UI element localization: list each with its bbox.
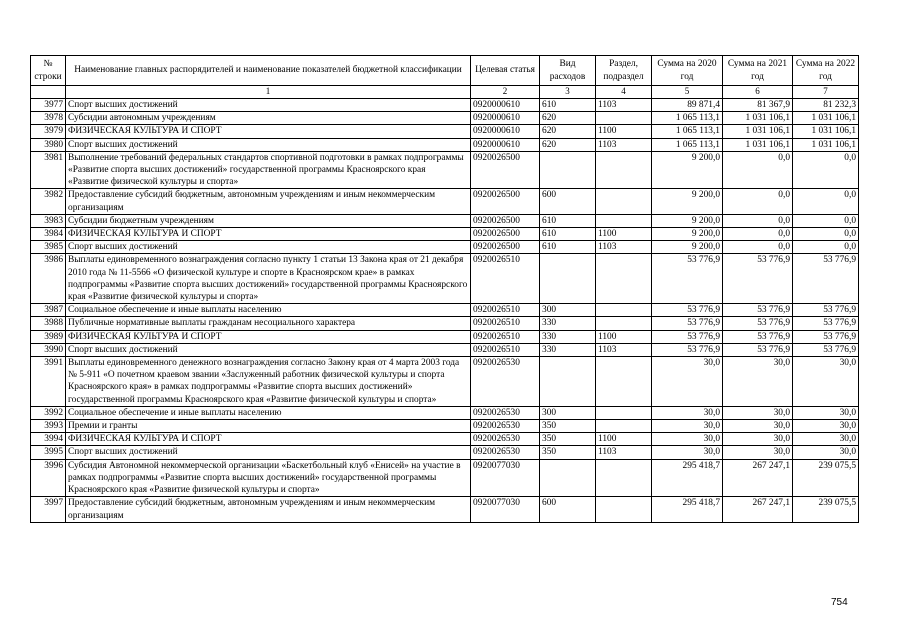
row-sum-2020: 30,0 [652,406,723,419]
row-name: ФИЗИЧЕСКАЯ КУЛЬТУРА И СПОРТ [66,330,471,343]
row-section [596,459,652,497]
header-sum-2020: Сумма на 2020 год [652,56,723,86]
row-target-article: 0920026530 [471,420,540,433]
row-sum-2021: 1 031 106,1 [723,138,793,151]
row-expense-type: 610 [540,99,596,112]
row-target-article: 0920000610 [471,138,540,151]
row-section: 1100 [596,125,652,138]
row-name: Субсидия Автономной некоммерческой организации «Баскетбольный клуб «Енисей» на участие в рамках подпрограммы «Развитие спорта высших достижений» государственной программы Красноярского края «Развитие физической культуры и спорта» [66,459,471,497]
table-row [31,317,859,330]
row-section [596,254,652,304]
row-sum-2021: 81 367,9 [723,99,793,112]
row-expense-type [540,254,596,304]
row-target-article: 0920077030 [471,459,540,497]
row-target-article: 0920026500 [471,241,540,254]
table-row [31,497,859,522]
row-expense-type: 620 [540,138,596,151]
row-sum-2021: 0,0 [723,214,793,227]
row-name: Спорт высших достижений [66,99,471,112]
row-sum-2021: 53 776,9 [723,304,793,317]
row-number: 3995 [31,446,66,459]
row-number: 3982 [31,189,66,214]
row-expense-type: 350 [540,420,596,433]
row-target-article: 0920026510 [471,254,540,304]
column-number: 7 [793,86,859,99]
table-row [31,459,859,497]
row-sum-2022: 1 031 106,1 [793,138,859,151]
row-name: Субсидии бюджетным учреждениям [66,214,471,227]
row-number: 3992 [31,406,66,419]
column-number: 2 [471,86,540,99]
row-sum-2020: 30,0 [652,357,723,407]
header-vid: Вид расходов [540,56,596,86]
row-number: 3997 [31,497,66,522]
row-sum-2021: 0,0 [723,189,793,214]
table-row [31,228,859,241]
row-sum-2021: 30,0 [723,433,793,446]
column-number: 3 [540,86,596,99]
row-name: Социальное обеспечение и иные выплаты населению [66,406,471,419]
row-section: 1103 [596,446,652,459]
row-sum-2020: 9 200,0 [652,214,723,227]
row-target-article: 0920026510 [471,343,540,356]
row-sum-2022: 0,0 [793,151,859,189]
header-sum-2022: Сумма на 2022 год [793,56,859,86]
row-section [596,189,652,214]
table-row [31,189,859,214]
row-section: 1103 [596,241,652,254]
row-number: 3988 [31,317,66,330]
row-sum-2021: 30,0 [723,446,793,459]
row-name: Социальное обеспечение и иные выплаты населению [66,304,471,317]
row-target-article: 0920077030 [471,497,540,522]
row-sum-2022: 1 031 106,1 [793,125,859,138]
row-target-article: 0920000610 [471,112,540,125]
row-sum-2022: 30,0 [793,420,859,433]
row-sum-2020: 53 776,9 [652,254,723,304]
row-sum-2021: 267 247,1 [723,459,793,497]
row-section [596,317,652,330]
row-expense-type: 350 [540,433,596,446]
row-sum-2022: 0,0 [793,241,859,254]
header-name: Наименование главных распорядителей и наименование показателей бюджетной классификации [66,56,471,86]
row-expense-type: 350 [540,446,596,459]
row-sum-2020: 9 200,0 [652,228,723,241]
row-section [596,151,652,189]
row-sum-2021: 1 031 106,1 [723,125,793,138]
row-expense-type: 330 [540,317,596,330]
row-target-article: 0920026510 [471,304,540,317]
row-target-article: 0920000610 [471,99,540,112]
table-row [31,241,859,254]
row-sum-2020: 9 200,0 [652,241,723,254]
row-section [596,214,652,227]
row-name: Спорт высших достижений [66,343,471,356]
row-section [596,304,652,317]
row-sum-2021: 53 776,9 [723,317,793,330]
table-row [31,406,859,419]
row-target-article: 0920026510 [471,317,540,330]
row-section: 1103 [596,343,652,356]
row-name: Предоставление субсидий бюджетным, автономным учреждениям и иным некоммерческим организациям [66,497,471,522]
row-target-article: 0920026530 [471,357,540,407]
row-sum-2021: 0,0 [723,241,793,254]
row-expense-type: 620 [540,125,596,138]
row-number: 3990 [31,343,66,356]
column-number: 5 [652,86,723,99]
row-target-article: 0920026500 [471,151,540,189]
row-sum-2020: 53 776,9 [652,343,723,356]
row-expense-type: 620 [540,112,596,125]
row-number: 3985 [31,241,66,254]
table-row [31,214,859,227]
table-row [31,99,859,112]
row-sum-2021: 53 776,9 [723,343,793,356]
row-sum-2020: 9 200,0 [652,151,723,189]
row-section: 1100 [596,433,652,446]
row-name: Спорт высших достижений [66,446,471,459]
row-sum-2022: 53 776,9 [793,304,859,317]
row-section [596,406,652,419]
row-sum-2022: 1 031 106,1 [793,112,859,125]
row-sum-2020: 1 065 113,1 [652,112,723,125]
row-expense-type [540,459,596,497]
header-num: № строки [31,56,66,86]
row-sum-2021: 30,0 [723,357,793,407]
row-target-article: 0920026530 [471,446,540,459]
row-sum-2021: 0,0 [723,228,793,241]
row-expense-type: 600 [540,497,596,522]
row-sum-2021: 30,0 [723,420,793,433]
row-expense-type [540,151,596,189]
table-row [31,433,859,446]
budget-table [30,55,859,523]
row-sum-2020: 30,0 [652,433,723,446]
row-sum-2020: 89 871,4 [652,99,723,112]
header-code: Целевая статья [471,56,540,86]
row-sum-2020: 295 418,7 [652,459,723,497]
row-number: 3996 [31,459,66,497]
row-name: Премии и гранты [66,420,471,433]
row-sum-2020: 30,0 [652,446,723,459]
row-sum-2020: 53 776,9 [652,330,723,343]
row-sum-2022: 239 075,5 [793,459,859,497]
row-number: 3991 [31,357,66,407]
row-sum-2020: 9 200,0 [652,189,723,214]
row-name: Публичные нормативные выплаты гражданам несоциального характера [66,317,471,330]
row-number: 3994 [31,433,66,446]
row-sum-2022: 0,0 [793,189,859,214]
table-row [31,330,859,343]
row-target-article: 0920026500 [471,189,540,214]
row-number: 3989 [31,330,66,343]
table-row [31,446,859,459]
row-sum-2021: 53 776,9 [723,330,793,343]
row-number: 3980 [31,138,66,151]
row-target-article: 0920026510 [471,330,540,343]
row-name: ФИЗИЧЕСКАЯ КУЛЬТУРА И СПОРТ [66,228,471,241]
row-expense-type: 300 [540,304,596,317]
row-sum-2020: 295 418,7 [652,497,723,522]
column-number: 6 [723,86,793,99]
column-number: 1 [66,86,471,99]
row-sum-2021: 30,0 [723,406,793,419]
row-target-article: 0920026530 [471,433,540,446]
row-number: 3977 [31,99,66,112]
header-sum-2021: Сумма на 2021 год [723,56,793,86]
row-number: 3978 [31,112,66,125]
row-sum-2022: 0,0 [793,228,859,241]
row-name: Предоставление субсидий бюджетным, автономным учреждениям и иным некоммерческим организациям [66,189,471,214]
row-target-article: 0920026500 [471,214,540,227]
column-number: 4 [596,86,652,99]
table-row [31,420,859,433]
row-number: 3993 [31,420,66,433]
row-target-article: 0920000610 [471,125,540,138]
row-expense-type: 610 [540,228,596,241]
row-sum-2020: 1 065 113,1 [652,138,723,151]
table-row [31,125,859,138]
page-number: 754 [831,597,848,608]
row-sum-2022: 53 776,9 [793,317,859,330]
row-section: 1100 [596,228,652,241]
header-razdel: Раздел, подраздел [596,56,652,86]
row-sum-2022: 53 776,9 [793,343,859,356]
row-sum-2022: 30,0 [793,357,859,407]
column-number-row [31,86,859,99]
row-number: 3987 [31,304,66,317]
table-row [31,357,859,407]
row-name: Спорт высших достижений [66,241,471,254]
row-number: 3984 [31,228,66,241]
row-number: 3981 [31,151,66,189]
row-expense-type [540,357,596,407]
row-expense-type: 610 [540,241,596,254]
row-section: 1103 [596,99,652,112]
row-sum-2022: 81 232,3 [793,99,859,112]
row-sum-2020: 53 776,9 [652,317,723,330]
row-sum-2022: 30,0 [793,406,859,419]
row-sum-2022: 30,0 [793,433,859,446]
row-number: 3983 [31,214,66,227]
row-name: Выплаты единовременного вознаграждения согласно пункту 1 статьи 13 Закона края от 21 декабря 2010 года № 11-5566 «О физической культуре и спорте в Красноярском крае» в рамках подпрограммы «Развитие спорта высших достижений» государственной программы Красноярского края «Развитие физической культуры и спорта» [66,254,471,304]
table-row [31,112,859,125]
row-expense-type: 330 [540,330,596,343]
table-row [31,343,859,356]
row-target-article: 0920026500 [471,228,540,241]
row-sum-2022: 30,0 [793,446,859,459]
row-sum-2022: 239 075,5 [793,497,859,522]
row-number: 3986 [31,254,66,304]
row-sum-2020: 53 776,9 [652,304,723,317]
row-sum-2021: 1 031 106,1 [723,112,793,125]
table-row [31,138,859,151]
row-section [596,497,652,522]
row-name: Спорт высших достижений [66,138,471,151]
column-number [31,86,66,99]
row-sum-2021: 267 247,1 [723,497,793,522]
row-name: ФИЗИЧЕСКАЯ КУЛЬТУРА И СПОРТ [66,125,471,138]
row-sum-2021: 53 776,9 [723,254,793,304]
row-sum-2020: 1 065 113,1 [652,125,723,138]
row-sum-2022: 0,0 [793,214,859,227]
row-section: 1100 [596,330,652,343]
table-row [31,304,859,317]
row-sum-2022: 53 776,9 [793,330,859,343]
table-body [31,99,859,523]
row-name: Субсидии автономным учреждениям [66,112,471,125]
row-target-article: 0920026530 [471,406,540,419]
row-sum-2020: 30,0 [652,420,723,433]
row-expense-type: 300 [540,406,596,419]
row-section [596,420,652,433]
row-section: 1103 [596,138,652,151]
row-expense-type: 330 [540,343,596,356]
row-name: ФИЗИЧЕСКАЯ КУЛЬТУРА И СПОРТ [66,433,471,446]
row-expense-type: 610 [540,214,596,227]
row-sum-2022: 53 776,9 [793,254,859,304]
row-name: Выполнение требований федеральных стандартов спортивной подготовки в рамках подпрограммы «Развитие спорта высших достижений» государственной программы Красноярского края «Развитие физической культуры и спорта» [66,151,471,189]
row-expense-type: 600 [540,189,596,214]
header-row [31,56,859,86]
row-section [596,112,652,125]
table-row [31,254,859,304]
row-sum-2021: 0,0 [723,151,793,189]
table-row [31,151,859,189]
row-section [596,357,652,407]
row-number: 3979 [31,125,66,138]
row-name: Выплаты единовременного денежного вознаграждения согласно Закону края от 4 марта 2003 года № 5-911 «О почетном краевом звании «Заслуженный работник физической культуры и спорта Красноярского края» в рамках подпрограммы «Развитие спорта высших достижений» государственной программы Красноярского края «Развитие физической культуры и спорта» [66,357,471,407]
